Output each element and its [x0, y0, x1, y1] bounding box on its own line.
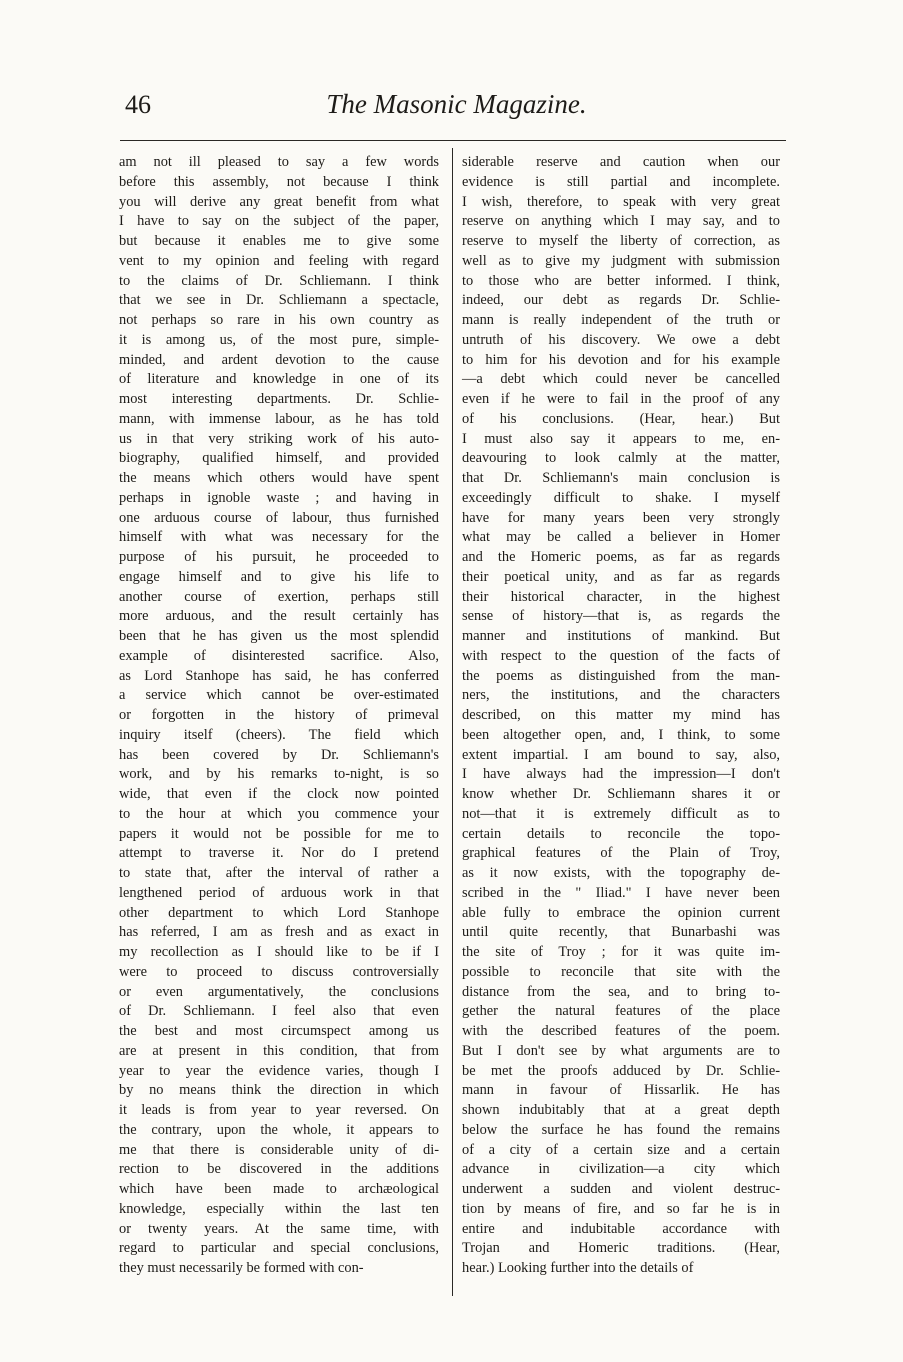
- text-line: to the hour at which you commence your: [119, 805, 439, 822]
- text-line: attempt to traverse it. Nor do I pretend: [119, 845, 439, 862]
- text-line: to those who are better informed. I think,: [462, 272, 780, 289]
- text-line: but because it enables me to give some: [119, 233, 439, 249]
- text-line: I have always had the impression—I don't: [462, 766, 780, 783]
- text-line: mann, with immense labour, as he has told: [119, 410, 439, 427]
- text-line: of literature and knowledge in one of its: [119, 371, 439, 388]
- text-line: have for many years been very strongly: [462, 509, 780, 526]
- text-line: reserve to myself the liberty of correction, as: [462, 233, 780, 249]
- text-line: able fully to embrace the opinion current: [462, 904, 780, 921]
- text-line: graphical features of the Plain of Troy,: [462, 845, 780, 862]
- text-line: not—that it is extremely difficult as to: [462, 805, 780, 822]
- text-line: of a city of a certain size and a certain: [462, 1141, 780, 1158]
- text-line: which have been made to archæological: [119, 1181, 439, 1197]
- text-line: with the described features of the poem.: [462, 1023, 780, 1039]
- text-line: underwent a sudden and violent destruc-: [462, 1181, 780, 1197]
- text-line: Trojan and Homeric traditions. (Hear,: [462, 1240, 780, 1257]
- text-line: gether the natural features of the place: [462, 1003, 780, 1020]
- text-line: it is among us, of the most pure, simple-: [119, 331, 439, 348]
- text-line: us in that very striking work of his auto-: [119, 430, 439, 447]
- text-line: But I don't see by what arguments are to: [462, 1042, 780, 1059]
- text-line: papers it would not be possible for me to: [119, 825, 439, 842]
- text-line: entire and indubitable accordance with: [462, 1220, 780, 1237]
- text-line: the best and most circumspect among us: [119, 1023, 439, 1039]
- text-line: and the Homeric poems, as far as regards: [462, 549, 780, 565]
- text-line: biography, qualified himself, and provided: [119, 450, 439, 467]
- text-line: well as to give my judgment with submission: [462, 252, 780, 269]
- text-line: possible to reconcile that site with the: [462, 963, 780, 980]
- running-title: The Masonic Magazine.: [326, 89, 587, 119]
- text-line: other department to which Lord Stanhope: [119, 904, 439, 921]
- text-line: I must also say it appears to me, en-: [462, 430, 780, 447]
- text-line: until quite recently, that Bunarbashi was: [462, 924, 780, 941]
- text-line: the means which others would have spent: [119, 470, 439, 486]
- text-line: work, and by his remarks to-night, is so: [119, 766, 439, 783]
- text-line: lengthened period of arduous work in that: [119, 884, 439, 901]
- text-line: been that he has given us the most splendid: [119, 628, 439, 644]
- text-line: described, on this matter my mind has: [462, 707, 780, 723]
- text-line: their historical character, in the highest: [462, 588, 780, 605]
- left-column: [119, 153, 439, 1279]
- text-line: the poems as distinguished from the man-: [462, 667, 780, 684]
- text-line: has referred, I am as fresh and as exact in: [119, 924, 439, 941]
- text-line: the site of Troy ; for it was quite im-: [462, 944, 780, 960]
- text-line: to him for his devotion and for his example: [462, 351, 780, 368]
- text-line: wide, that even if the clock now pointed: [119, 786, 439, 802]
- text-line: am not ill pleased to say a few words: [119, 154, 439, 170]
- text-line: their poetical unity, and as far as regards: [462, 568, 780, 585]
- text-line: indeed, our debt as regards Dr. Schlie-: [462, 292, 780, 309]
- text-line: —a debt which could never be cancelled: [462, 371, 780, 388]
- text-line: as it now exists, with the topography de-: [462, 865, 780, 881]
- text-line: of his conclusions. (Hear, hear.) But: [462, 410, 780, 427]
- text-line: by no means think the direction in which: [119, 1082, 439, 1099]
- page-number: 46: [125, 90, 151, 119]
- text-line: perhaps in ignoble waste ; and having in: [119, 489, 439, 506]
- text-line: that Dr. Schliemann's main conclusion is: [462, 470, 780, 486]
- text-line: shown indubitably that at a great depth: [462, 1102, 780, 1118]
- text-line: I have to say on the subject of the paper,: [119, 213, 439, 230]
- text-line: manner and institutions of mankind. But: [462, 628, 780, 644]
- text-line: another course of exertion, perhaps still: [119, 588, 439, 605]
- text-line: most interesting departments. Dr. Schlie-: [119, 391, 439, 407]
- text-line: hear.) Looking further into the details of: [462, 1260, 694, 1276]
- text-line: not perhaps so rare in his own country as: [119, 312, 439, 328]
- header-rule: [120, 140, 786, 141]
- text-line: minded, and ardent devotion to the cause: [119, 351, 439, 368]
- text-line: the contrary, upon the whole, it appears to: [119, 1121, 439, 1138]
- text-line: I wish, therefore, to speak with very great: [462, 193, 780, 210]
- text-line: deavouring to look calmly at the matter,: [462, 450, 780, 467]
- text-line: reserve on anything which I may say, and to: [462, 213, 780, 230]
- text-line: were to proceed to discuss controversially: [119, 963, 439, 980]
- text-line: ners, the institutions, and the characters: [462, 687, 780, 704]
- text-line: my recollection as I should like to be if I: [119, 944, 439, 960]
- text-line: they must necessarily be formed with con-: [119, 1260, 364, 1276]
- text-line: to the claims of Dr. Schliemann. I think: [119, 272, 439, 289]
- text-line: to state that, after the interval of rather a: [119, 865, 439, 881]
- text-line: know whether Dr. Schliemann shares it or: [462, 786, 780, 802]
- text-line: himself with what was necessary for the: [119, 529, 439, 546]
- text-line: engage himself and to give his life to: [119, 568, 439, 585]
- text-line: that we see in Dr. Schliemann a spectacle,: [119, 292, 439, 309]
- text-line: or twenty years. At the same time, with: [119, 1220, 439, 1237]
- text-line: below the surface he has found the remains: [462, 1121, 780, 1138]
- text-line: evidence is still partial and incomplete.: [462, 173, 780, 190]
- text-line: tion by means of fire, and so far he is in: [462, 1200, 780, 1217]
- text-line: year to year the evidence varies, though I: [119, 1062, 439, 1079]
- text-line: rection to be discovered in the additions: [119, 1161, 439, 1178]
- text-line: mann in favour of Hissarlik. He has: [462, 1082, 780, 1099]
- text-line: distance from the sea, and to bring to-: [462, 983, 780, 1000]
- text-line: of Dr. Schliemann. I feel also that even: [119, 1003, 439, 1020]
- text-line: more arduous, and the result certainly has: [119, 608, 439, 625]
- text-line: siderable reserve and caution when our: [462, 154, 780, 170]
- text-line: example of disinterested sacrifice. Also,: [119, 647, 439, 664]
- text-line: one arduous course of labour, thus furnished: [119, 509, 439, 526]
- text-line: or even argumentatively, the conclusions: [119, 983, 439, 1000]
- text-line: certain details to reconcile the topo-: [462, 825, 780, 842]
- text-line: be met the proofs adduced by Dr. Schlie-: [462, 1062, 780, 1079]
- text-line: inquiry itself (cheers). The field which: [119, 726, 439, 743]
- text-line: as Lord Stanhope has said, he has conferred: [119, 667, 439, 684]
- text-line: knowledge, especially within the last ten: [119, 1200, 439, 1217]
- text-line: with respect to the question of the facts of: [462, 647, 780, 664]
- text-line: what may be called a believer in Homer: [462, 529, 780, 546]
- text-line: even if he were to fail in the proof of any: [462, 391, 780, 407]
- column-divider: [452, 148, 453, 1296]
- text-line: sense of history—that is, as regards the: [462, 608, 780, 625]
- text-line: regard to particular and special conclusions,: [119, 1240, 439, 1257]
- text-line: scribed in the " Iliad." I have never been: [462, 884, 780, 901]
- text-line: has been covered by Dr. Schliemann's: [119, 746, 439, 763]
- text-line: it leads is from year to year reversed. On: [119, 1102, 439, 1118]
- text-line: advance in civilization—a city which: [462, 1161, 780, 1178]
- text-line: are at present in this condition, that from: [119, 1042, 439, 1059]
- text-line: you will derive any great benefit from what: [119, 193, 439, 210]
- text-line: mann is really independent of the truth or: [462, 312, 780, 328]
- text-line: me that there is considerable unity of di-: [119, 1141, 439, 1158]
- text-line: been altogether open, and, I think, to some: [462, 726, 780, 743]
- text-line: untruth of his discovery. We owe a debt: [462, 331, 780, 348]
- text-line: a service which cannot be over-estimated: [119, 687, 439, 704]
- text-line: exceedingly difficult to shake. I myself: [462, 489, 780, 506]
- text-line: extent impartial. I am bound to say, also,: [462, 746, 780, 763]
- text-line: before this assembly, not because I think: [119, 173, 439, 190]
- text-line: vent to my opinion and feeling with regard: [119, 252, 439, 269]
- text-line: or forgotten in the history of primeval: [119, 707, 439, 723]
- right-column: [462, 153, 780, 1279]
- text-line: purpose of his pursuit, he proceeded to: [119, 549, 439, 565]
